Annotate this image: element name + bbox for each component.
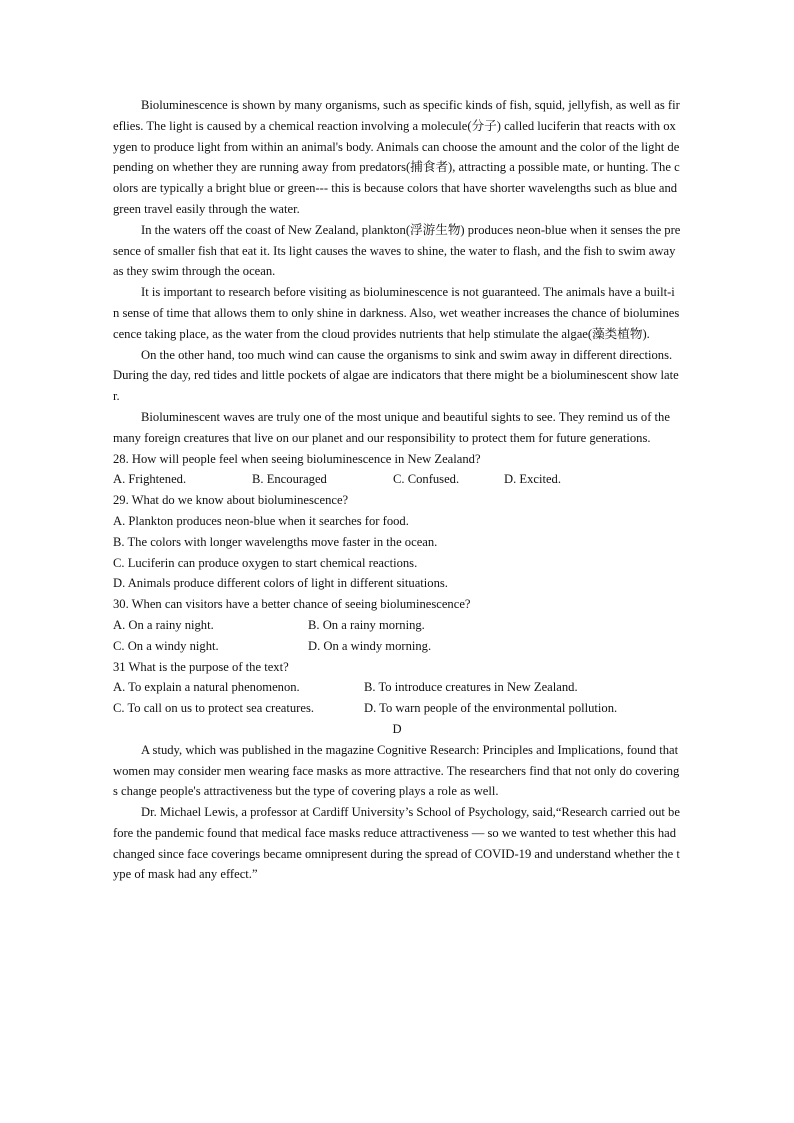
options-row [113, 615, 681, 636]
option-c: C. On a windy night. [113, 638, 219, 653]
question-28 [113, 449, 681, 491]
option-b: B. To introduce creatures in New Zealand. [364, 680, 578, 695]
passage-c-paragraph-1: Bioluminescence is shown by many organisms, such as specific kinds of fish, squid, jellyfish, as well as fireflies. The light is caused by a chemical reaction involving a molecule(分子) called luciferin that reacts with oxygen to produce light from within an animal's body. Animals can choose the amount and the color of the light depending on whether they are running away from predators(捕食者), attracting a possible mate, or hunting. The colors are typically a bright blue or green--- this is because colors that have shorter wavelengths such as blue and green travel easily through the water. [113, 98, 680, 216]
option-b: B. On a rainy morning. [308, 617, 425, 632]
option-b: B. The colors with longer wavelengths move faster in the ocean. [113, 534, 438, 549]
section-d-heading: D [392, 721, 402, 736]
option-a: A. On a rainy night. [113, 617, 214, 632]
question-31 [113, 657, 681, 719]
question-29 [113, 490, 681, 594]
option-d: D. Excited. [504, 472, 562, 487]
question-stem: 28. How will people feel when seeing bioluminescence in New Zealand? [113, 451, 481, 466]
option-d: D. Animals produce different colors of light in different situations. [113, 576, 448, 591]
question-stem: 30. When can visitors have a better chance of seeing bioluminescence? [113, 597, 471, 612]
passage-c-paragraph-4: On the other hand, too much wind can cause the organisms to sink and swim away in different directions. During the day, red tides and little pockets of algae are indicators that there might be a bioluminescent show later. [113, 347, 679, 404]
passage-d-paragraph-2: Dr. Michael Lewis, a professor at Cardiff University’s School of Psychology, said,“Research carried out before the pandemic found that medical face masks reduce attractiveness — so we wanted to test whether this had changed since face coverings became omnipresent during the spread of COVID-19 and understand whether the type of mask had any effect.” [113, 805, 680, 882]
options-row [113, 469, 681, 490]
option-c: C. To call on us to protect sea creatures. [113, 701, 315, 716]
passage-c-paragraph-3: It is important to research before visiting as bioluminescence is not guaranteed. The animals have a built-in sense of time that allows them to only shine in darkness. Also, wet weather increases the chance of bioluminescence taking place, as the water from the cloud provides nutrients that help stimulate the algae(藻类植物). [113, 285, 680, 341]
option-c: C. Confused. [393, 472, 460, 487]
passage-c-paragraph-5: Bioluminescent waves are truly one of the most unique and beautiful sights to see. They remind us of the many foreign creatures that live on our planet and our responsibility to protect them for future generations. [113, 409, 670, 445]
passage-c-paragraph-2: In the waters off the coast of New Zealand, plankton(浮游生物) produces neon-blue when it senses the presence of smaller fish that eat it. Its light causes the waves to shine, the water to flash, and the fish to swim away as they swim through the ocean. [113, 222, 681, 279]
option-a: A. Frightened. [113, 472, 187, 487]
option-c: C. Luciferin can produce oxygen to start chemical reactions. [113, 555, 418, 570]
question-stem: 31 What is the purpose of the text? [113, 659, 289, 674]
options-row [113, 677, 681, 698]
option-b: B. Encouraged [252, 472, 327, 487]
question-stem: 29. What do we know about bioluminescence? [113, 493, 349, 508]
passage-d-paragraph-1: A study, which was published in the magazine Cognitive Research: Principles and Implications, found that women may consider men wearing face masks as more attractive. The researchers find that not only do coverings change people's attractiveness but the type of covering plays a role as well. [113, 742, 680, 799]
option-d: D. To warn people of the environmental pollution. [364, 701, 618, 716]
option-a: A. To explain a natural phenomenon. [113, 680, 300, 695]
options-row [113, 698, 681, 719]
question-30 [113, 594, 681, 656]
document-page [113, 95, 681, 885]
option-d: D. On a windy morning. [308, 638, 432, 653]
options-row [113, 636, 681, 657]
option-a: A. Plankton produces neon-blue when it searches for food. [113, 513, 409, 528]
